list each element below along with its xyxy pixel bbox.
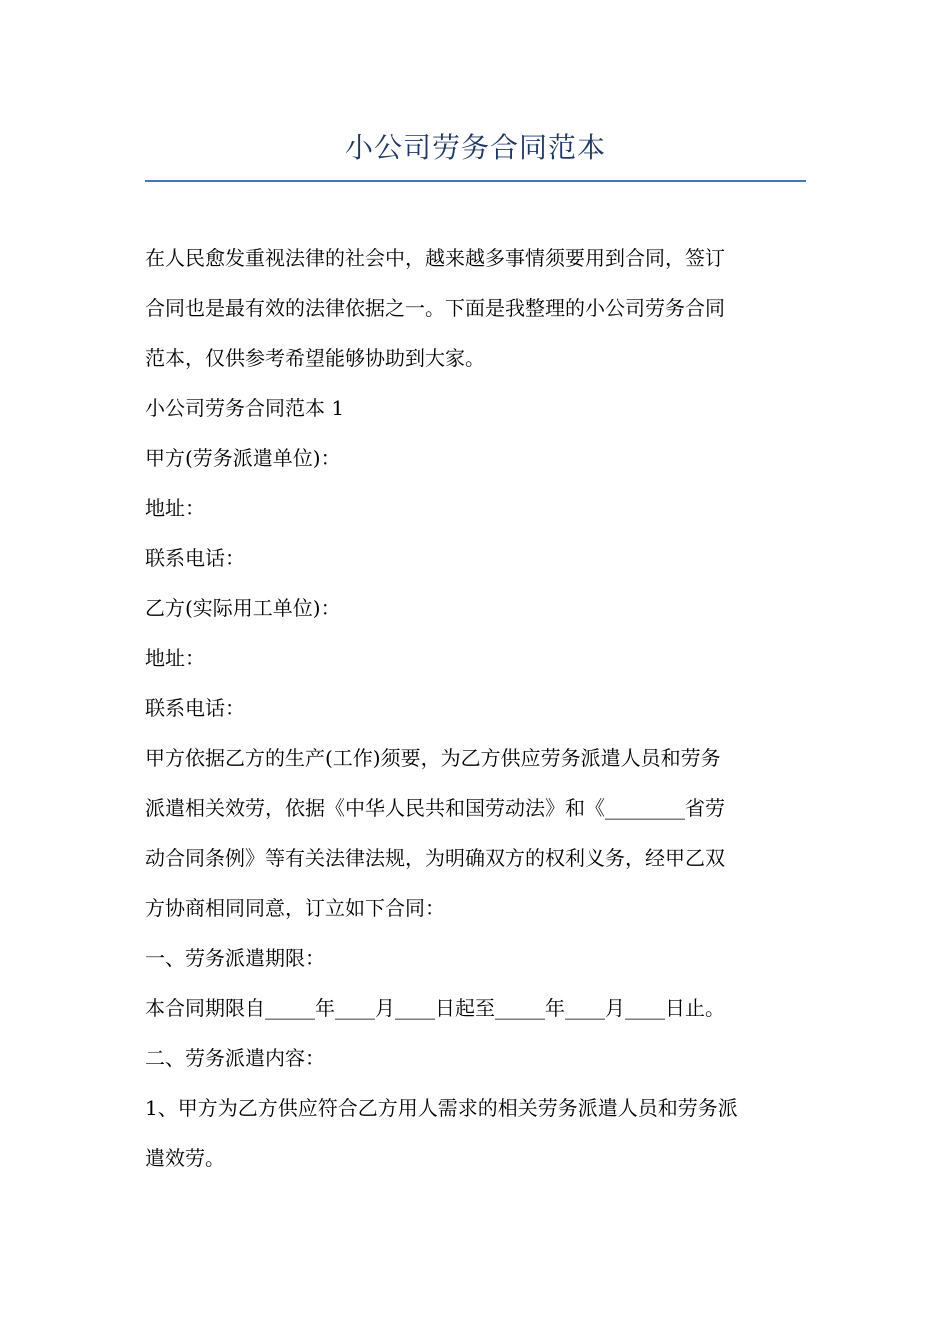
section-heading-sample-1: 小公司劳务合同范本 1	[145, 396, 345, 420]
title-underline	[145, 180, 806, 182]
party-a-address-label: 地址：	[145, 496, 205, 520]
preamble-line-3: 动合同条例》等有关法律法规，为明确双方的权利义务，经甲乙双	[145, 846, 725, 870]
intro-line-2: 合同也是最有效的法律依据之一。下面是我整理的小公司劳务合同	[145, 296, 725, 320]
preamble-line-1: 甲方依据乙方的生产(工作)须要，为乙方供应劳务派遣人员和劳务	[145, 746, 721, 770]
intro-line-1: 在人民愈发重视法律的社会中，越来越多事情须要用到合同，签订	[145, 246, 725, 270]
party-a-label: 甲方(劳务派遣单位)：	[145, 446, 341, 470]
document-body	[145, 233, 806, 1183]
clause-1-heading: 一、劳务派遣期限：	[145, 946, 325, 970]
preamble-line-4: 方协商相同同意，订立如下合同：	[145, 896, 445, 920]
clause-2-heading: 二、劳务派遣内容：	[145, 1046, 325, 1070]
clause-1-term: 本合同期限自_____年____月____日起至_____年____月____日止。	[145, 996, 725, 1020]
document-title: 小公司劳务合同范本	[344, 131, 606, 164]
preamble-line-2: 派遣相关效劳，依据《中华人民共和国劳动法》和《________省劳	[145, 796, 725, 820]
party-b-address-label: 地址：	[145, 646, 205, 670]
intro-line-3: 范本，仅供参考希望能够协助到大家。	[145, 346, 485, 370]
party-b-phone-label: 联系电话：	[145, 696, 245, 720]
party-b-label: 乙方(实际用工单位)：	[145, 596, 341, 620]
party-a-phone-label: 联系电话：	[145, 546, 245, 570]
clause-2-item-1-line-1: 1、甲方为乙方供应符合乙方用人需求的相关劳务派遣人员和劳务派	[145, 1096, 738, 1120]
clause-2-item-1-line-2: 遣效劳。	[145, 1146, 225, 1170]
